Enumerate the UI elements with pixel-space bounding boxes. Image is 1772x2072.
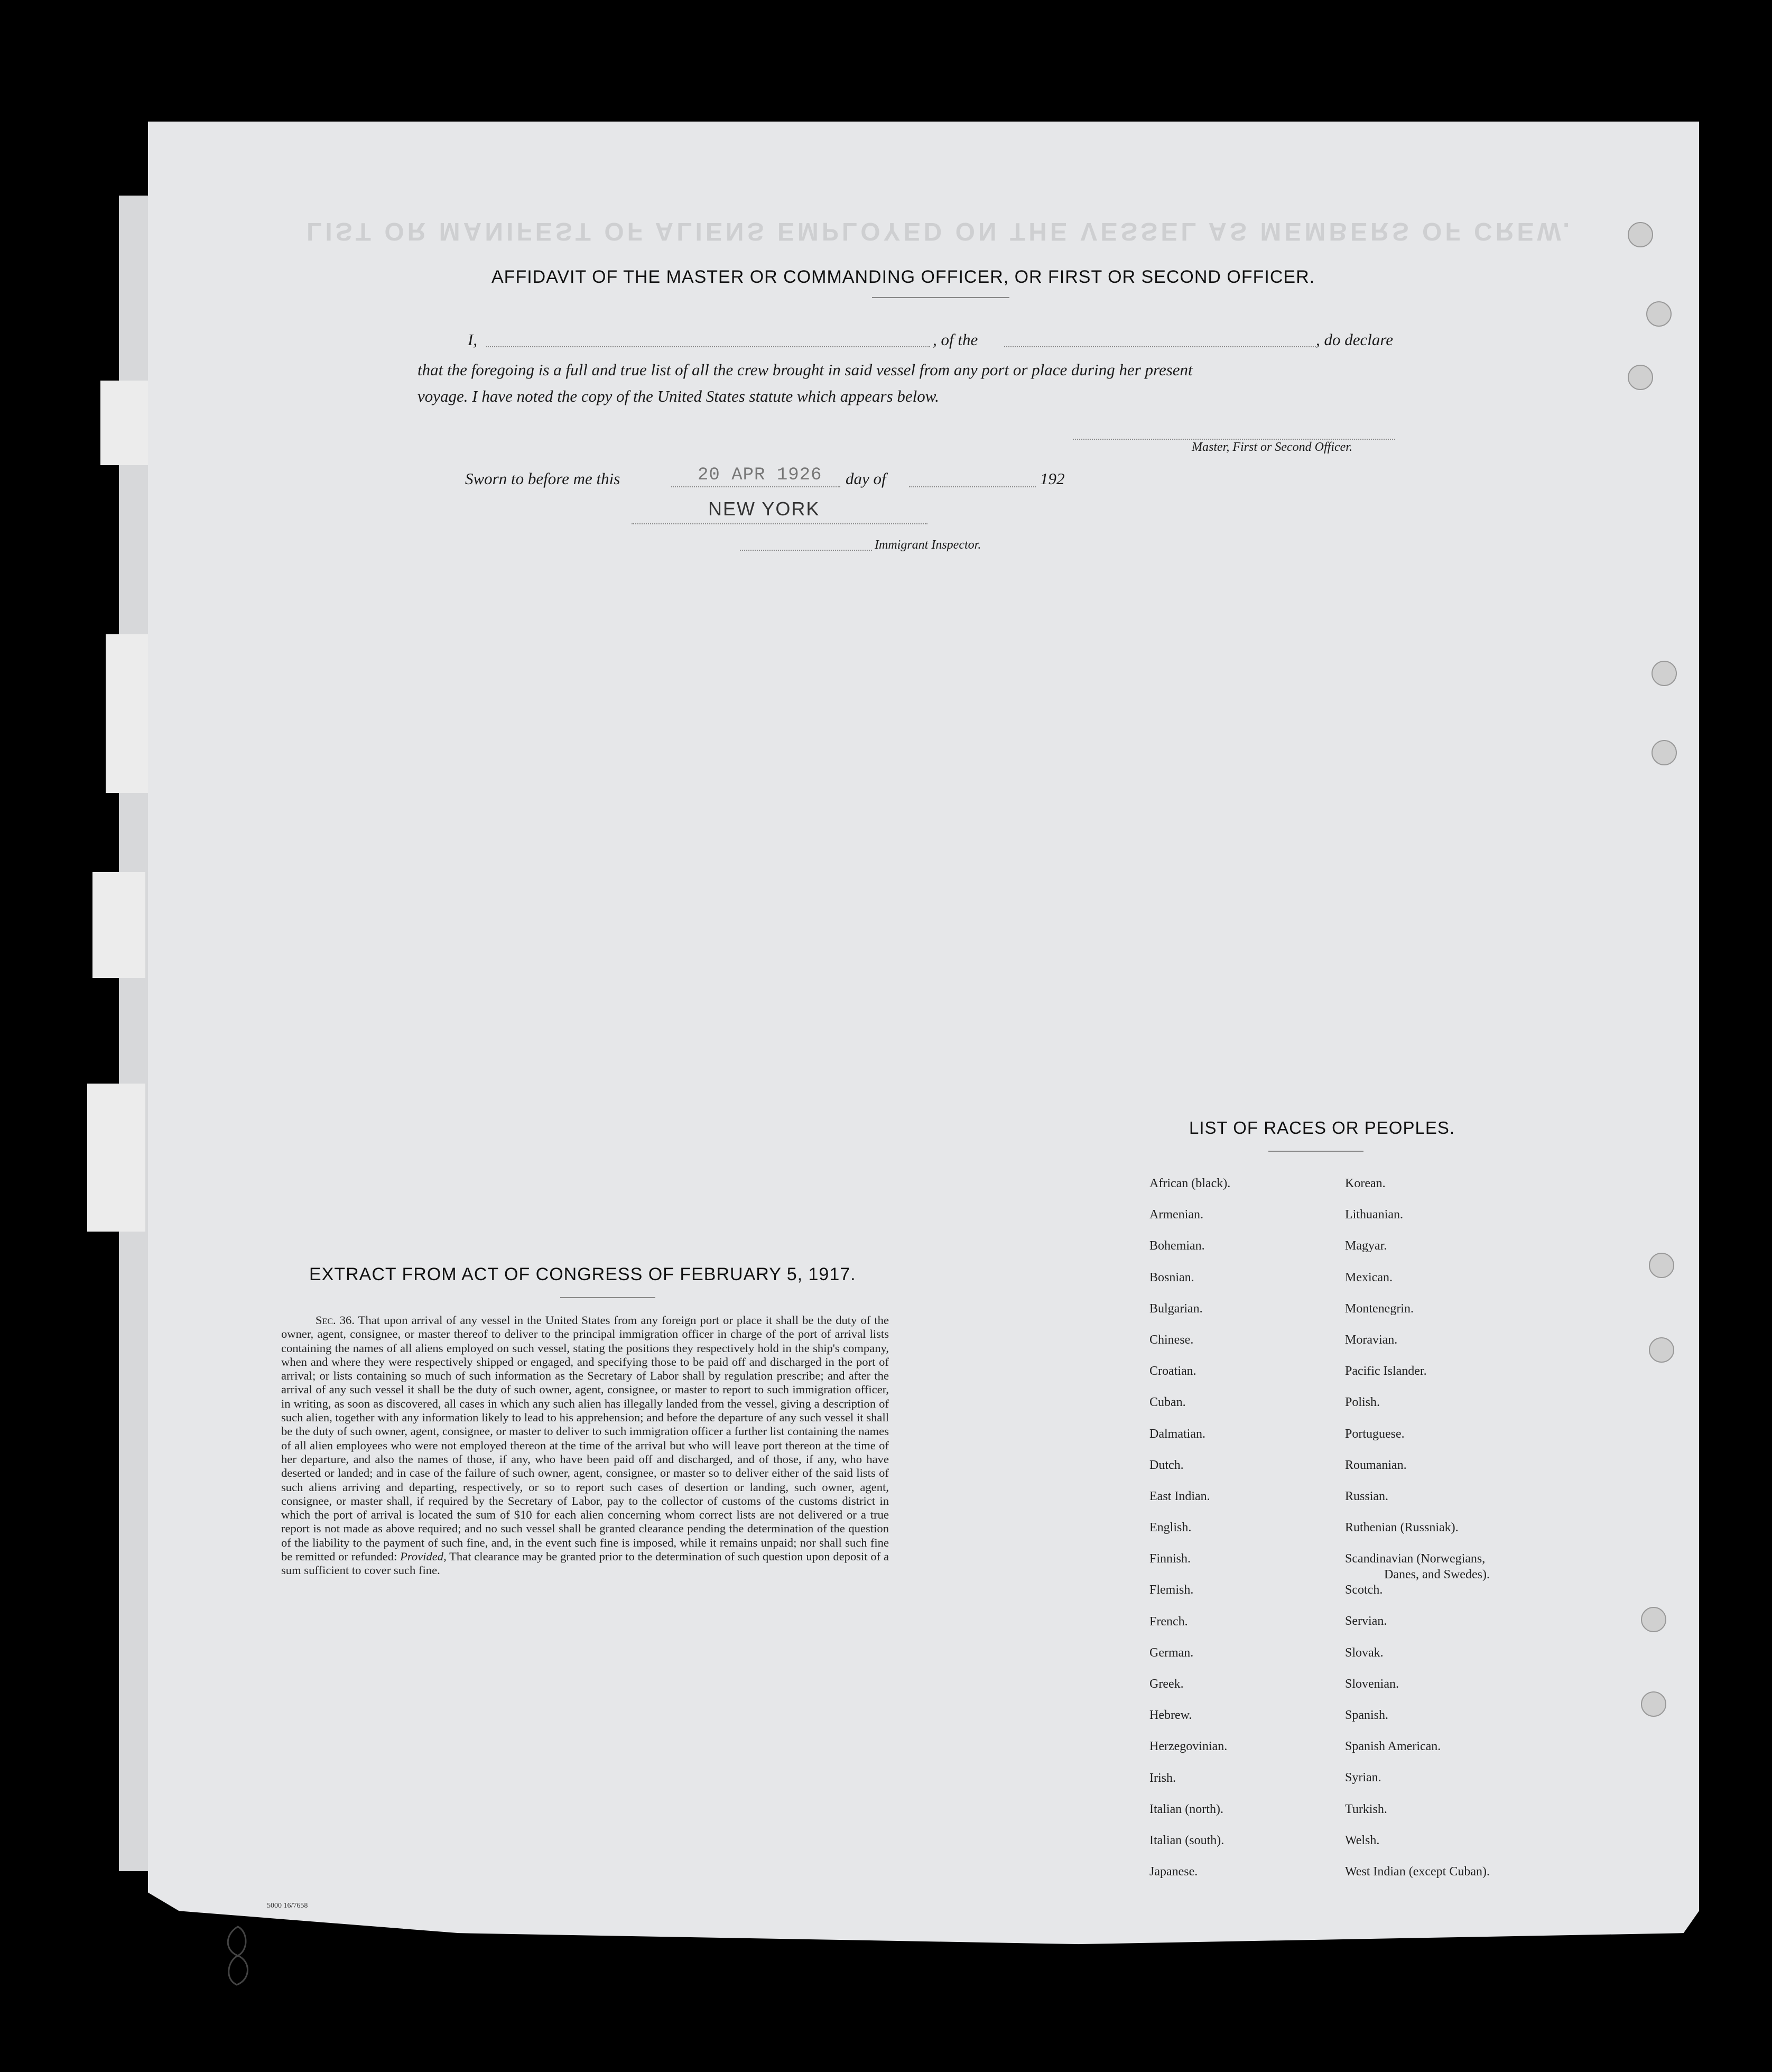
affidavit-line-2: voyage. I have noted the copy of the United States statute which appears below.	[418, 387, 939, 405]
left-tab	[100, 381, 151, 465]
binding-hole	[1649, 1253, 1674, 1278]
binding-hole	[1641, 1691, 1666, 1717]
inspector-line	[740, 550, 872, 551]
race-item: Irish.	[1149, 1771, 1176, 1785]
binding-hole	[1646, 301, 1672, 327]
race-item: Italian (north).	[1149, 1802, 1223, 1816]
pencil-mark	[222, 1924, 254, 1987]
race-item: Slovak.	[1345, 1645, 1384, 1660]
race-item: Armenian.	[1149, 1208, 1203, 1222]
race-item: Russian.	[1345, 1489, 1389, 1503]
extract-body	[281, 1314, 889, 1578]
race-item: Flemish.	[1149, 1583, 1194, 1597]
affidavit-title: AFFIDAVIT OF THE MASTER OR COMMANDING OFFICER, OR FIRST OR SECOND OFFICER.	[491, 267, 1315, 287]
day-of-text: day of	[846, 469, 886, 488]
sworn-day-line	[671, 486, 840, 487]
race-item: Cuban.	[1149, 1395, 1186, 1410]
race-item: Danes, and Swedes).	[1384, 1568, 1490, 1582]
year-text: 192	[1040, 469, 1065, 488]
races-column-2	[1345, 1168, 1490, 1888]
form-number: 5000 16/7658	[267, 1902, 308, 1910]
inspector-caption: Immigrant Inspector.	[875, 538, 981, 552]
stamp-line	[632, 523, 927, 524]
races-title: LIST OF RACES OR PEOPLES.	[1189, 1118, 1455, 1137]
race-item: Magyar.	[1345, 1239, 1387, 1253]
race-item: Montenegrin.	[1345, 1301, 1414, 1316]
race-item: Bohemian.	[1149, 1239, 1205, 1253]
race-item: East Indian.	[1149, 1489, 1210, 1503]
left-tab	[87, 1084, 145, 1232]
provided-word: Provided,	[400, 1550, 447, 1564]
race-item: Dutch.	[1149, 1458, 1184, 1472]
race-item: Pacific Islander.	[1345, 1364, 1427, 1379]
binding-hole	[1652, 740, 1677, 765]
binding-hole	[1628, 365, 1653, 390]
master-signature-line	[1073, 439, 1395, 440]
extract-rule	[560, 1297, 655, 1298]
race-item: Korean.	[1345, 1177, 1386, 1190]
race-item: Scotch.	[1345, 1583, 1383, 1597]
race-item: Mexican.	[1345, 1270, 1393, 1284]
date-stamp: 20 APR 1926	[698, 465, 822, 485]
race-item: Portuguese.	[1345, 1427, 1405, 1441]
race-item: Chinese.	[1149, 1333, 1194, 1347]
extract-title: EXTRACT FROM ACT OF CONGRESS OF FEBRUARY 5, 1917.	[309, 1264, 856, 1284]
races-rule	[1268, 1151, 1363, 1152]
master-signature-caption: Master, First or Second Officer.	[1192, 440, 1352, 454]
binding-hole	[1641, 1607, 1666, 1632]
race-item: Welsh.	[1345, 1833, 1380, 1847]
race-item: French.	[1149, 1614, 1188, 1629]
race-item: Spanish.	[1345, 1708, 1389, 1722]
section-number: Sec. 36.	[316, 1314, 355, 1327]
race-item: Spanish American.	[1345, 1740, 1441, 1754]
race-item: Scandinavian (Norwegians,	[1345, 1552, 1486, 1566]
section-text: That upon arrival of any vessel in the United States from any foreign port or place it shall be the duty of the owner, agent, consignee, or master thereof to deliver to the principal immigration officer in charge of the port of arrival lists containing the names of all aliens employed on such vessel, stating the positions they respectively hold in the ship's company, when and where they were respectively shipped or engaged, and specifying those to be paid off and discharged in the port of arrival; or lists containing so much of such information as the Secretary of Labor shall by regulation prescribe; and after the arrival of any such vessel it shall be the duty of such owner, agent, consignee, or master to report to such immigration officer, in writing, as soon as discovered, all cases in which any such alien has illegally landed from the vessel, giving a description of such alien, together with any information likely to lead to his apprehension; and before the departure of any such vessel it shall be the duty of such owner, agent, consignee, or master to deliver to such immigration officer a further list containing the names of all alien employees who were not employed thereon at the time of the arrival but who will leave port thereon at the time of her departure, and also the names of those, if any, who have been paid off and discharged, and of those, if any, who have deserted or landed; and in case of the failure of such owner, agent, consignee, or master so to deliver either of the said lists of such aliens arriving and departing, respectively, or so to report such cases of desertion or landing, such owner, agent, consignee, or master shall, if required by the Secretary of Labor, pay to the collector of customs of the customs district in which the port of arrival is located the sum of $10 for each alien concerning whom correct lists are not delivered or a true report is not made as above required; and no such vessel shall be granted clearance pending the determination of the question of the liability to the payment of such fine, and, in the event such fine is imposed, while it remains unpaid; nor shall such fine be remitted or refunded:	[281, 1314, 889, 1564]
left-tab	[92, 872, 145, 978]
race-item: English.	[1149, 1521, 1192, 1535]
vessel-name-line	[1004, 346, 1316, 347]
race-item: Roumanian.	[1345, 1458, 1407, 1472]
race-item: West Indian (except Cuban).	[1345, 1864, 1490, 1879]
race-item: Bulgarian.	[1149, 1301, 1203, 1316]
affidavit-of-the: , of the	[933, 330, 978, 349]
affidavit-line-1: that the foregoing is a full and true list of all the crew brought in said vessel from any port or place during her present	[418, 360, 1193, 379]
race-item: Dalmatian.	[1149, 1427, 1205, 1441]
race-item: Bosnian.	[1149, 1270, 1194, 1284]
month-line	[909, 486, 1036, 487]
race-item: Turkish.	[1345, 1802, 1387, 1816]
race-item: Greek.	[1149, 1677, 1184, 1691]
race-item: Polish.	[1345, 1395, 1380, 1410]
race-item: German.	[1149, 1645, 1194, 1660]
section-tail: That clearance may be granted prior to the determination of such question upon deposit of a sum sufficient to cover such fine.	[281, 1550, 889, 1577]
race-item: Syrian.	[1345, 1771, 1381, 1785]
race-item: Moravian.	[1345, 1333, 1398, 1347]
race-item: Herzegovinian.	[1149, 1740, 1228, 1754]
race-item: Japanese.	[1149, 1865, 1198, 1879]
sworn-text: Sworn to before me this	[465, 469, 620, 488]
title-rule	[872, 297, 1009, 298]
race-item: Slovenian.	[1345, 1677, 1399, 1691]
race-item: Ruthenian (Russniak).	[1345, 1521, 1459, 1535]
left-tab	[106, 634, 148, 793]
race-item: Servian.	[1345, 1614, 1387, 1629]
place-stamp: NEW YORK	[708, 498, 820, 520]
master-name-line	[486, 346, 930, 347]
race-item: Finnish.	[1149, 1552, 1191, 1566]
binding-hole	[1652, 661, 1677, 686]
binding-hole	[1649, 1337, 1674, 1363]
bleed-through-header: LIST OR MANIFEST OF ALIENS EMPLOYED ON THE VESSEL AS MEMBERS OF CREW.	[307, 217, 1573, 245]
race-item: Hebrew.	[1149, 1708, 1192, 1723]
affidavit-do-declare: , do declare	[1316, 330, 1394, 349]
race-item: African (black).	[1149, 1177, 1231, 1190]
affidavit-i: I,	[468, 330, 478, 349]
race-item: Croatian.	[1149, 1364, 1196, 1379]
race-item: Italian (south).	[1149, 1833, 1224, 1847]
race-item: Lithuanian.	[1345, 1208, 1403, 1222]
binding-hole	[1628, 222, 1653, 247]
races-column-1	[1149, 1168, 1230, 1888]
